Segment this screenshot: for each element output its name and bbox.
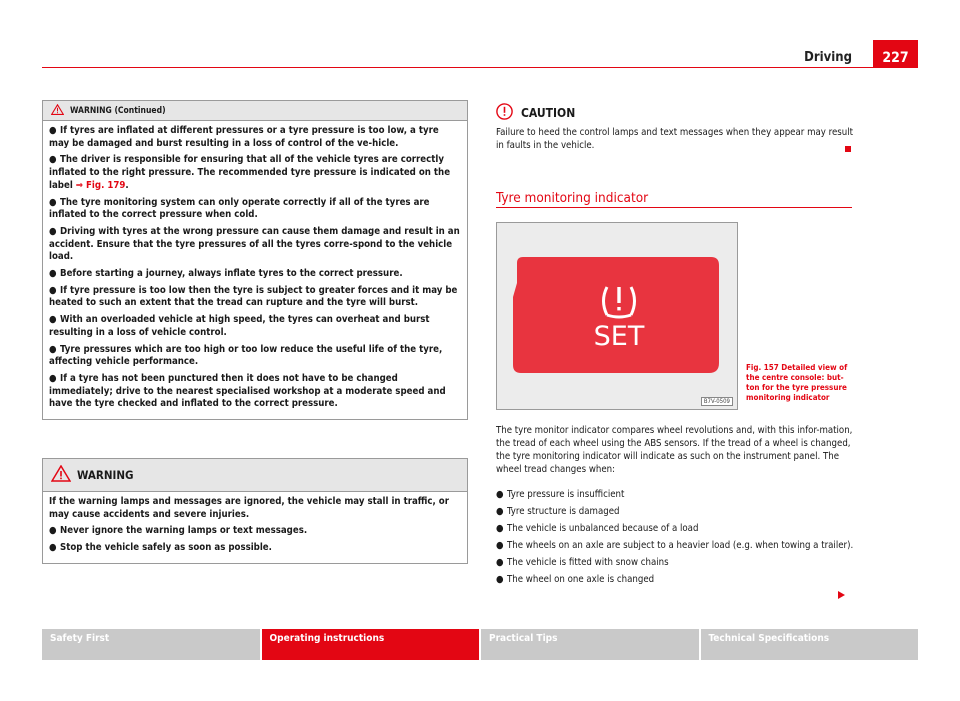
- list-item: ● The wheels on an axle are subject to a heavier load (e.g. when towing a trailer).: [496, 540, 854, 551]
- list-item: ● Never ignore the warning lamps or text messages.: [49, 525, 308, 537]
- body-intro: The tyre monitor indicator compares wheel revolutions and, with this infor-mation, the tread of each wheel using the ABS sensors. If the tread of a wheel is changed, the tyre monitoring indicator will indicate as such on the instrument panel. The wheel tread changes when:: [496, 425, 853, 475]
- list-item: ● The wheel on one axle is changed: [496, 574, 655, 585]
- tyre-monitor-button-illustration: [497, 223, 737, 409]
- caution-title: CAUTION: [521, 106, 576, 120]
- warning-intro: If the warning lamps and messages are ignored, the vehicle may stall in traffic, or may cause accidents and severe injuries.: [49, 496, 449, 520]
- list-item: ● Stop the vehicle safely as soon as possible.: [49, 542, 272, 554]
- tab-technical-specifications[interactable]: Technical Specifications: [699, 629, 919, 660]
- section-rule: [496, 207, 852, 208]
- warning-triangle-icon: [51, 104, 64, 118]
- list-item: ● Tyre structure is damaged: [496, 506, 620, 517]
- list-item: ● The driver is responsible for ensuring that all of the vehicle tyres are correctly inflated to the right pressure. The recommended tyre pressure is indicated on the label ⇒ Fig. 179.: [49, 154, 451, 191]
- list-item: ● If tyres are inflated at different pressures or a tyre pressure is too low, a tyre may be damaged and burst resulting in a loss of control of the ve-hicle.: [49, 125, 439, 149]
- list-item: ● The vehicle is unbalanced because of a load: [496, 523, 699, 534]
- tab-safety-first[interactable]: Safety First: [42, 629, 260, 660]
- warning-triangle-icon: [51, 465, 71, 485]
- footer-nav: [42, 629, 918, 660]
- caution-icon: [496, 103, 513, 123]
- section-title: Tyre monitoring indicator: [496, 190, 649, 206]
- caution-text: Failure to heed the control lamps and text messages when they appear may result in faults in the vehicle.: [496, 127, 854, 151]
- list-item: ● The vehicle is fitted with snow chains: [496, 557, 669, 568]
- warning-box: [42, 458, 468, 564]
- warning-continued-title: WARNING (Continued): [70, 105, 166, 116]
- list-item: ● If tyre pressure is too low then the tyre is subject to greater forces and it may be heated to such an extent that the tread can rupture and the tyre will burst.: [49, 284, 458, 309]
- continue-arrow-icon: [838, 591, 845, 599]
- list-item: ● The tyre monitoring system can only operate correctly if all of the tyres are inflated to the correct pressure when cold.: [49, 196, 430, 221]
- warning-continued-box: [42, 100, 468, 420]
- set-button-label: SET: [593, 321, 645, 352]
- list-item: ● Before starting a journey, always inflate tyres to the correct pressure.: [49, 268, 403, 280]
- list-item: ● Tyre pressures which are too high or too low reduce the useful life of the tyre, affecting vehicle performance.: [49, 343, 443, 368]
- warning-header: [43, 459, 467, 492]
- list-item: ● With an overloaded vehicle at high speed, the tyres can overheat and burst resulting in a loss of vehicle control.: [49, 314, 430, 338]
- tread-change-list: [496, 488, 856, 590]
- tab-operating-instructions[interactable]: Operating instructions: [260, 629, 480, 660]
- page-number: 227: [873, 40, 918, 67]
- figure-tyre-monitor-button: [496, 222, 738, 410]
- end-of-section-marker: [845, 146, 851, 152]
- list-item: ● Tyre pressure is insufficient: [496, 489, 625, 500]
- caution-header: [496, 103, 575, 123]
- figure-code: B7V-0509: [701, 397, 733, 406]
- header-rule: [42, 67, 918, 68]
- figure-caption: Fig. 157 Detailed view of the centre console: but-ton for the tyre pressure monitoring indicator: [746, 363, 848, 402]
- warning-title: WARNING: [77, 468, 134, 482]
- figure-reference-link[interactable]: ⇒ Fig. 179: [75, 179, 126, 191]
- list-item: ● If a tyre has not been punctured then it does not have to be changed immediately; drive to the nearest specialised workshop at a moderate speed and have the tyre checked and inflated to the correct pressure.: [49, 372, 446, 410]
- warning-continued-header: [43, 101, 467, 121]
- running-header-title: Driving: [804, 50, 852, 65]
- tab-practical-tips[interactable]: Practical Tips: [479, 629, 699, 660]
- list-item: ● Driving with tyres at the wrong pressure can cause them damage and result in an accident. Ensure that the tyre pressures of all the tyres corre-spond to the vehicle load.: [49, 225, 460, 263]
